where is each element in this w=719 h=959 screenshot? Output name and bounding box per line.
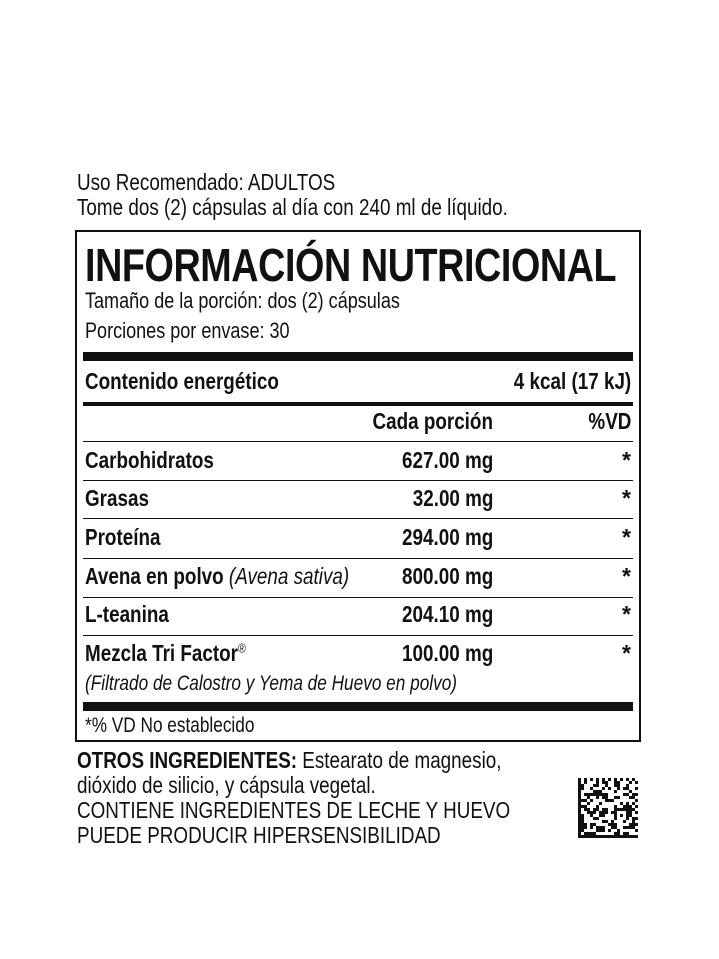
- nutrient-row-avena: [85, 563, 631, 593]
- nutrient-label: Carbohidratos: [85, 447, 214, 473]
- nutrient-label: L-teanina: [85, 601, 169, 627]
- nutrient-dv: *: [622, 485, 631, 511]
- column-per-serving: Cada porción: [372, 408, 493, 434]
- nutrient-label: Grasas: [85, 485, 149, 511]
- nutrient-label-main: Avena en polvo: [85, 563, 224, 589]
- other-ingredients-line-2: dióxido de silicio, y cápsula vegetal.: [77, 772, 376, 798]
- nutrition-facts-panel: [75, 230, 641, 742]
- nutrient-amount: 294.00 mg: [401, 524, 493, 550]
- nutrient-amount: 32.00 mg: [412, 485, 493, 511]
- other-ingredients-block: [77, 748, 605, 848]
- nutrient-label: Proteína: [85, 524, 161, 550]
- nutrient-row-carbohidratos: [85, 447, 631, 477]
- nutrient-dv: *: [622, 601, 631, 627]
- panel-title-text: INFORMACIÓN NUTRICIONAL: [85, 239, 617, 291]
- nutrient-amount: 627.00 mg: [401, 447, 493, 473]
- column-dv: %VD: [588, 408, 631, 434]
- nutrient-amount: 800.00 mg: [401, 563, 493, 589]
- row-divider: [83, 480, 633, 481]
- row-divider: [83, 597, 633, 598]
- usage-instructions: [77, 170, 602, 220]
- nutrient-row-proteina: [85, 524, 631, 554]
- row-divider: [83, 558, 633, 559]
- thick-divider: [83, 702, 633, 711]
- serving-size-text: Tamaño de la porción: dos (2) cápsulas: [85, 288, 400, 313]
- medium-divider: [83, 402, 633, 406]
- dv-footnote-text: *% VD No establecido: [85, 714, 255, 737]
- energy-label: Contenido energético: [85, 368, 279, 394]
- column-header-row: [85, 408, 631, 438]
- energy-row: [85, 368, 631, 398]
- nutrient-label: [85, 640, 246, 667]
- usage-line-1: Uso Recomendado: ADULTOS: [77, 169, 336, 195]
- nutrient-label-main: Mezcla Tri Factor: [85, 640, 239, 666]
- nutrient-amount: 100.00 mg: [401, 640, 493, 666]
- nutrient-row-l-teanina: [85, 601, 631, 631]
- nutrient-label: [85, 563, 349, 590]
- allergen-warning: CONTIENE INGREDIENTES DE LECHE Y HUEVO: [77, 797, 511, 823]
- other-ingredients-heading: OTROS INGREDIENTES:: [77, 747, 298, 773]
- nutrient-dv: *: [622, 524, 631, 550]
- row-divider: [83, 441, 633, 442]
- nutrient-dv: *: [622, 447, 631, 473]
- servings-per-container: [85, 318, 335, 344]
- other-ingredients-text-1: Estearato de magnesio,: [297, 747, 502, 773]
- tri-factor-description: [85, 672, 539, 696]
- row-divider: [83, 518, 633, 519]
- hypersensitivity-warning: PUEDE PRODUCIR HIPERSENSIBILIDAD: [77, 822, 441, 848]
- nutrient-label-scientific: (Avena sativa): [228, 563, 350, 589]
- tri-factor-description-text: (Filtrado de Calostro y Yema de Huevo en polvo): [85, 672, 458, 695]
- usage-line-2: Tome dos (2) cápsulas al día con 240 ml de líquido.: [77, 194, 508, 220]
- serving-size: [85, 288, 469, 314]
- nutrient-row-tri-factor: [85, 640, 631, 670]
- registered-mark: ®: [238, 640, 246, 656]
- energy-value: 4 kcal (17 kJ): [513, 368, 631, 394]
- datamatrix-code-icon: [578, 778, 638, 838]
- nutrient-dv: *: [622, 640, 631, 666]
- servings-text: Porciones por envase: 30: [85, 318, 290, 343]
- nutrient-dv: *: [622, 563, 631, 589]
- dv-footnote: [85, 714, 292, 738]
- row-divider: [83, 635, 633, 636]
- thick-divider: [83, 352, 633, 361]
- nutrient-amount: 204.10 mg: [401, 601, 493, 627]
- panel-title: [85, 238, 719, 292]
- nutrient-row-grasas: [85, 485, 631, 515]
- other-ingredients-line-1: [77, 748, 502, 773]
